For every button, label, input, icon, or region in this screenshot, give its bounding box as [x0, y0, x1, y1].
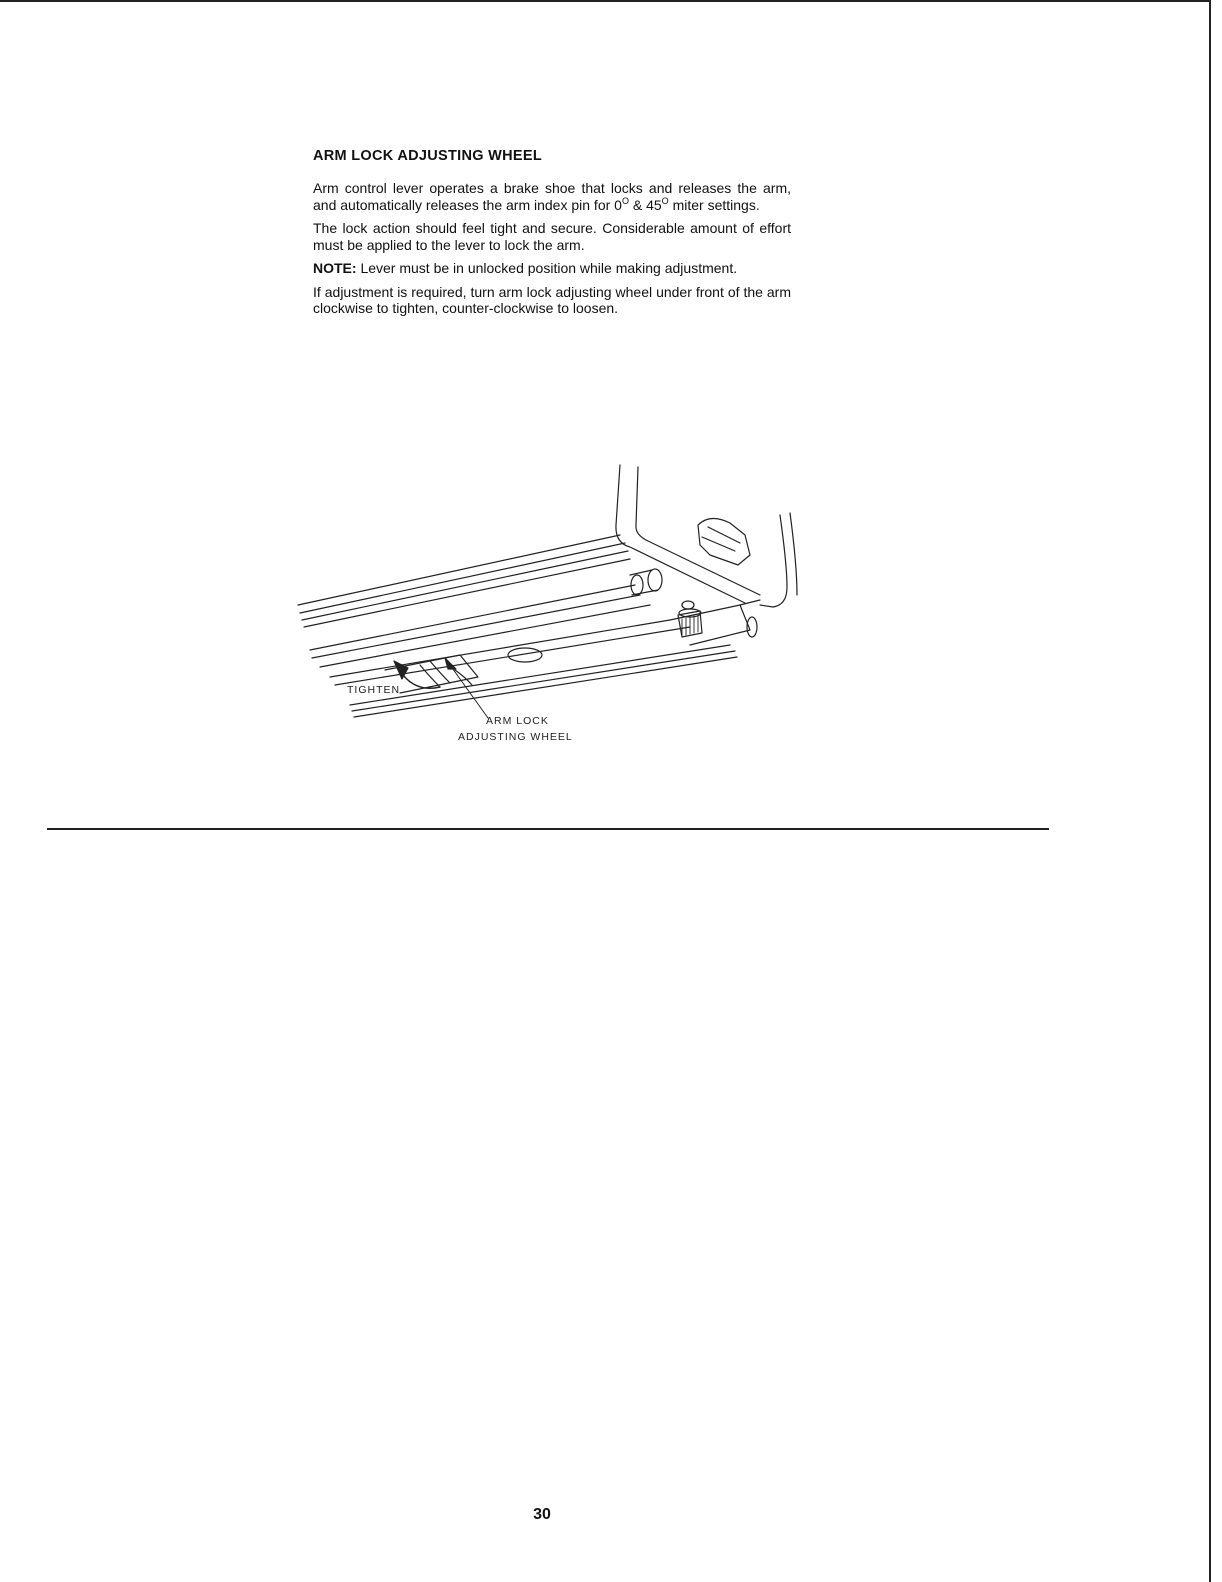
arm-lock-figure — [290, 455, 810, 755]
paragraph-arm-control — [313, 180, 791, 213]
arm-lock-illustration — [290, 455, 810, 755]
page-top-border — [0, 0, 1210, 2]
degree-symbol: O — [661, 195, 669, 206]
note-text: Lever must be in unlocked position while making adjustment. — [356, 260, 738, 276]
paragraph-lock-action: The lock action should feel tight and secure. Considerable amount of effort must be applied to the lever to lock the arm. — [313, 220, 791, 253]
wheel-label-line2: ADJUSTING WHEEL — [458, 731, 573, 743]
paragraph-note — [313, 260, 791, 277]
paragraph-arm-control-45: & 45 — [628, 196, 662, 213]
page-number: 30 — [533, 1506, 551, 1523]
section-content — [313, 148, 791, 324]
paragraph-arm-control-end: miter settings. — [668, 196, 760, 213]
horizontal-rule — [47, 828, 1049, 830]
paragraph-arm-control-text: Arm control lever operates a brake shoe that locks and releases the arm, and automatically releases the arm index pin for 0 — [313, 180, 791, 213]
section-heading: ARM LOCK ADJUSTING WHEEL — [313, 148, 542, 164]
tighten-label: TIGHTEN — [347, 684, 401, 696]
paragraph-adjustment: If adjustment is required, turn arm lock adjusting wheel under front of the arm clockwise to tighten, counter-clockwise to loosen. — [313, 283, 791, 316]
degree-symbol: O — [621, 195, 629, 206]
wheel-label-line1: ARM LOCK — [486, 715, 549, 727]
note-label: NOTE: — [313, 260, 357, 276]
page-right-border — [1209, 0, 1211, 1582]
